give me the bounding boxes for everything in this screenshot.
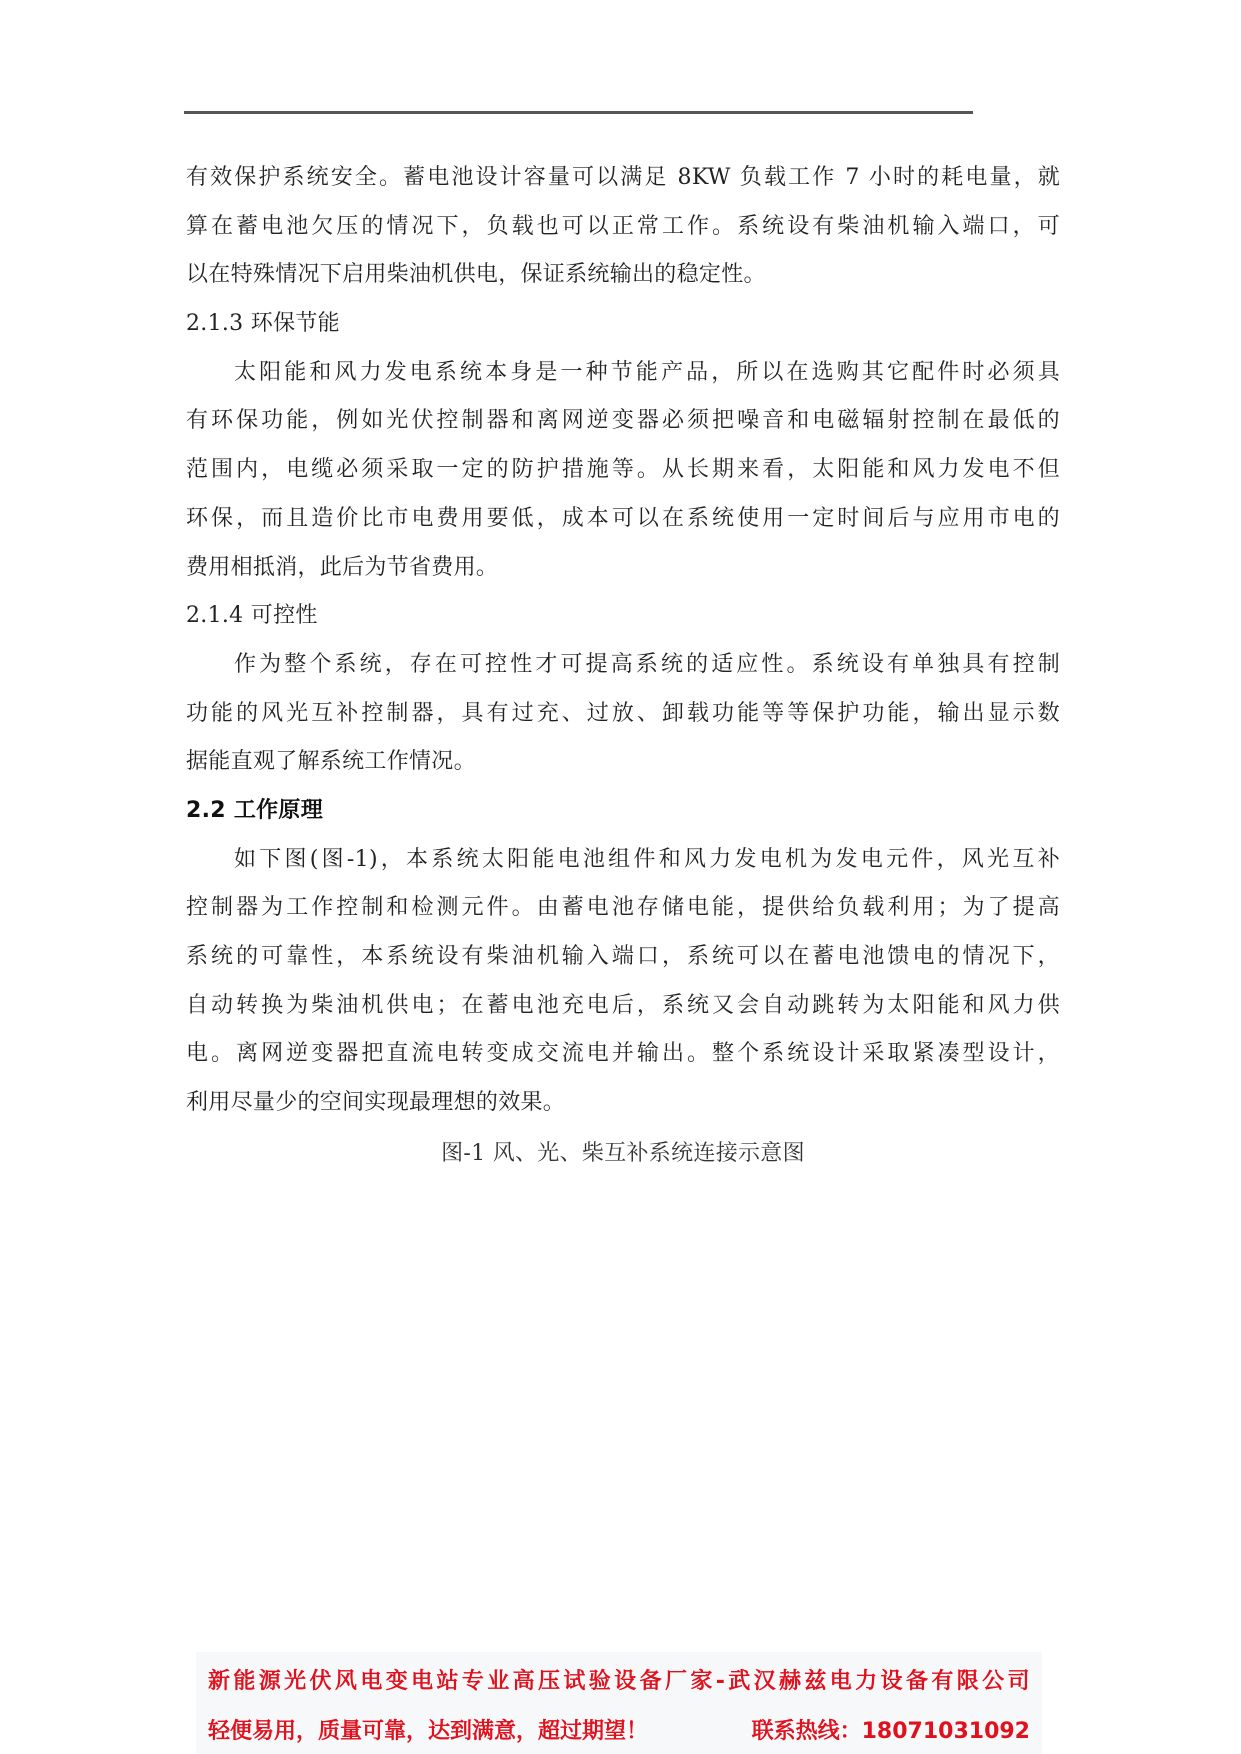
hotline-number: 18071031092 [861, 1719, 1030, 1744]
paragraph-line: 控制器为工作控制和检测元件。由蓄电池存储电能，提供给负载利用；为了提高 [186, 895, 1060, 921]
paragraph-line: 费用相抵消，此后为节省费用。 [186, 554, 499, 580]
subsection-heading-2-1-4: 2.1.4 可控性 [186, 603, 318, 629]
footer-company-line: 新能源光伏风电变电站专业高压试验设备厂家-武汉赫兹电力设备有限公司 [208, 1669, 1030, 1694]
paragraph-line: 范围内，电缆必须采取一定的防护措施等。从长期来看，太阳能和风力发电不但 [186, 457, 1060, 483]
paragraph-line: 如下图(图-1)，本系统太阳能电池组件和风力发电机为发电元件，风光互补 [234, 846, 1060, 872]
body-text [186, 154, 1060, 1128]
paragraph-line: 系统的可靠性，本系统设有柴油机输入端口，系统可以在蓄电池馈电的情况下， [186, 944, 1060, 969]
paragraph-line: 功能的风光互补控制器，具有过充、过放、卸载功能等等保护功能，输出显示数 [186, 700, 1060, 726]
hotline-label: 联系热线： [751, 1719, 862, 1744]
paragraph-line: 环保，而且造价比市电费用要低，成本可以在系统使用一定时间后与应用市电的 [186, 505, 1060, 531]
header-rule [184, 111, 973, 114]
paragraph-line: 电。离网逆变器把直流电转变成交流电并输出。整个系统设计采取紧凑型设计， [186, 1041, 1060, 1067]
paragraph-line: 有效保护系统安全。蓄电池设计容量可以满足 8KW 负载工作 7 小时的耗电量，就 [186, 165, 1060, 190]
footer-hotline [752, 1714, 1030, 1745]
paragraph-line: 自动转换为柴油机供电；在蓄电池充电后，系统又会自动跳转为太阳能和风力供 [186, 992, 1060, 1018]
section-heading-2-2: 2.2 工作原理 [186, 797, 324, 823]
paragraph-line: 有环保功能，例如光伏控制器和离网逆变器必须把噪音和电磁辐射控制在最低的 [186, 408, 1060, 434]
paragraph-line: 作为整个系统，存在可控性才可提高系统的适应性。系统设有单独具有控制 [234, 651, 1060, 677]
paragraph-line: 利用尽量少的空间实现最理想的效果。 [186, 1090, 566, 1116]
footer-banner [196, 1652, 1042, 1754]
figure-caption: 图-1 风、光、柴互补系统连接示意图 [441, 1141, 805, 1166]
footer-contact-line [208, 1714, 1030, 1745]
paragraph-line: 据能直观了解系统工作情况。 [186, 749, 476, 775]
paragraph-line: 太阳能和风力发电系统本身是一种节能产品，所以在选购其它配件时必须具 [234, 359, 1060, 385]
subsection-heading-2-1-3: 2.1.3 环保节能 [186, 311, 340, 337]
footer-slogan: 轻便易用，质量可靠，达到满意，超过期望！ [208, 1719, 649, 1744]
paragraph-line: 算在蓄电池欠压的情况下，负载也可以正常工作。系统设有柴油机输入端口，可 [186, 213, 1060, 239]
paragraph-line: 以在特殊情况下启用柴油机供电，保证系统输出的稳定性。 [186, 262, 766, 288]
